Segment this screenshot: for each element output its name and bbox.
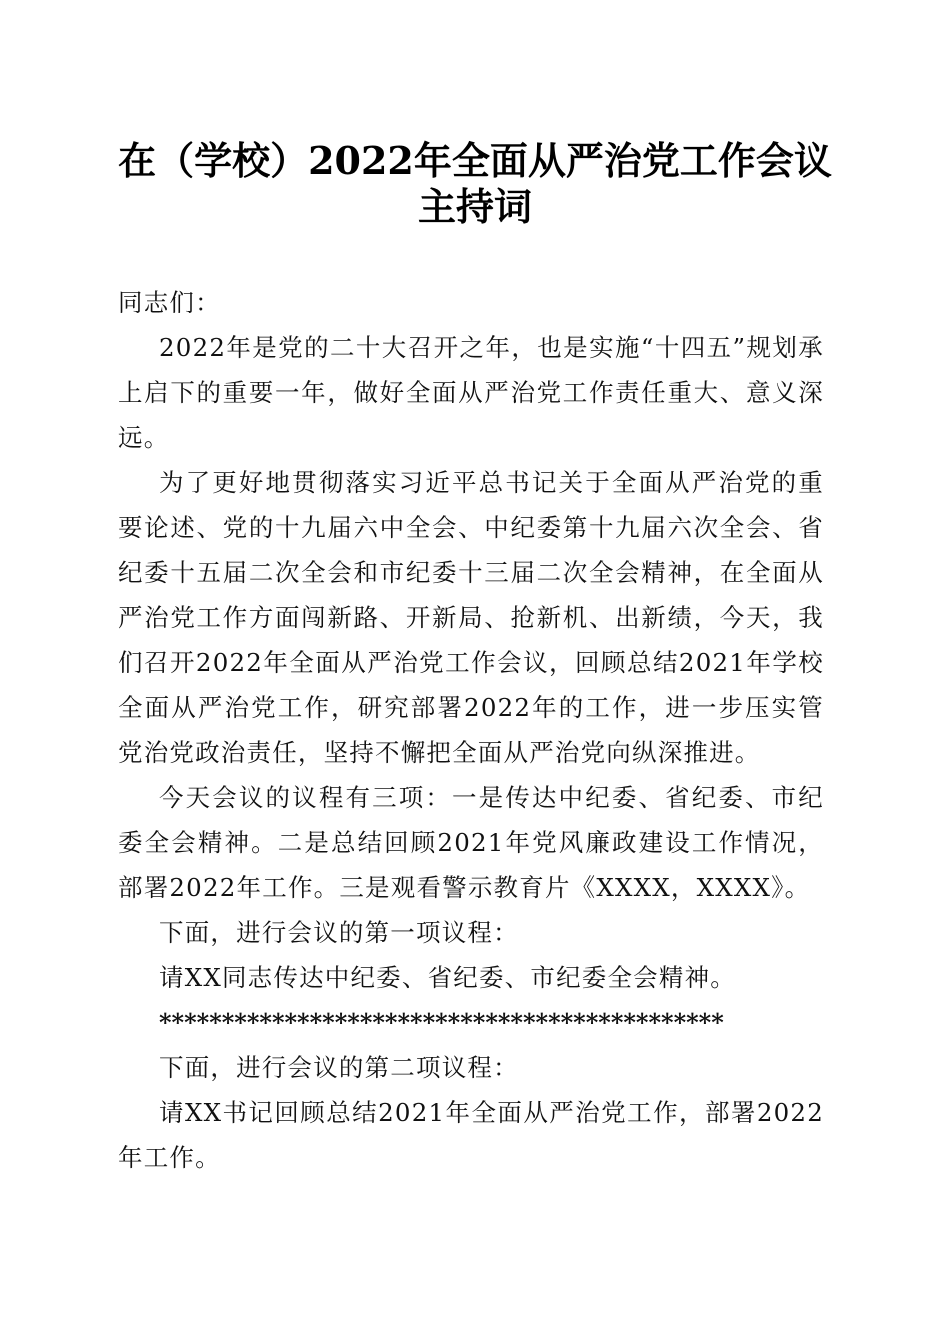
paragraph-first-item: 下面，进行会议的第一项议程： [159, 918, 519, 947]
separator-line: ********************************************* [159, 1008, 724, 1037]
paragraph-second-item-request: 请XX书记回顾总结2021年全面从严治党工作，部署2022年工作。 [118, 1098, 824, 1172]
document-title: 在（学校）2022年全面从严治党工作会议主持词 [118, 138, 832, 229]
document-body [118, 280, 824, 1180]
paragraph-intro: 2022年是党的二十大召开之年，也是实施“十四五”规划承上启下的重要一年，做好全面从严治党工作责任重大、意义深远。 [118, 333, 824, 452]
greeting: 同志们： [118, 288, 221, 317]
paragraph-purpose: 为了更好地贯彻落实习近平总书记关于全面从严治党的重要论述、党的十九届六中全会、中纪委第十九届六次全会、省纪委十五届二次全会和市纪委十三届二次全会精神，在全面从严治党工作方面闯新路、开新局、抢新机、出新绩，今天，我们召开2022年全面从严治党工作会议，回顾总结2021年学校全面从严治党工作，研究部署2022年的工作，进一步压实管党治党政治责任，坚持不懈把全面从严治党向纵深推进。 [118, 468, 824, 767]
paragraph-agenda: 今天会议的议程有三项：一是传达中纪委、省纪委、市纪委全会精神。二是总结回顾2021年党风廉政建设工作情况，部署2022年工作。三是观看警示教育片《XXXX，XXXX》。 [118, 783, 824, 902]
paragraph-first-item-request: 请XX同志传达中纪委、省纪委、市纪委全会精神。 [159, 963, 736, 992]
paragraph-second-item: 下面，进行会议的第二项议程： [159, 1053, 519, 1082]
